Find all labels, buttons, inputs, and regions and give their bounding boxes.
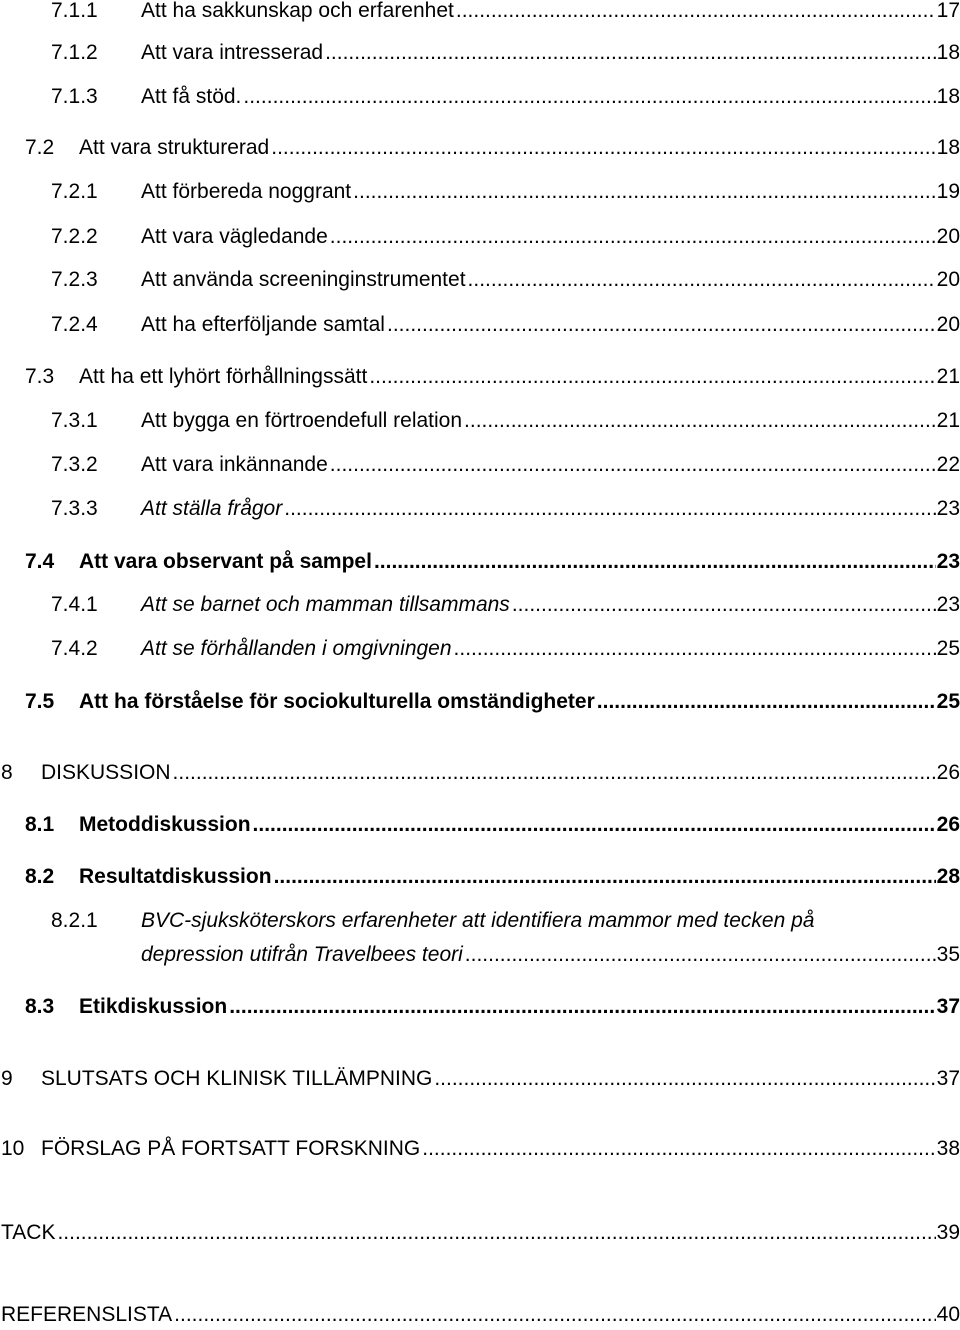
toc-leader-dots <box>374 547 936 577</box>
toc-entry-title: Etikdiskussion <box>79 995 228 1018</box>
toc-entry-title: Att ha sakkunskap och erfarenhet <box>141 0 454 22</box>
toc-entry-title: Att vara inkännande <box>141 453 328 476</box>
toc-entry[interactable] <box>0 406 960 436</box>
toc-entry[interactable] <box>0 1134 960 1164</box>
toc-leader-dots <box>369 362 935 392</box>
toc-entry-page: 17 <box>936 0 960 22</box>
toc-leader-dots <box>271 133 935 163</box>
toc-entry-title: Att bygga en förtroendefull relation <box>141 409 463 432</box>
toc-entry-page: 22 <box>936 453 960 476</box>
toc-entry-title: Metoddiskussion <box>79 813 251 836</box>
toc-entry-number: 8 <box>1 761 13 784</box>
toc-entry-number: 7.2.3 <box>51 268 98 291</box>
toc-entry[interactable] <box>0 82 960 112</box>
toc-entry-page: 21 <box>936 365 960 388</box>
toc-entry-page: 23 <box>936 550 960 573</box>
toc-entry[interactable] <box>0 1064 960 1094</box>
toc-entry[interactable] <box>0 590 960 620</box>
toc-entry-page: 28 <box>936 865 960 888</box>
toc-entry-title: SLUTSATS OCH KLINISK TILLÄMPNING <box>41 1067 433 1090</box>
toc-leader-dots <box>464 406 936 436</box>
toc-entry-number: 7.2 <box>25 136 55 159</box>
toc-entry-title: Resultatdiskussion <box>79 865 272 888</box>
toc-entry[interactable] <box>0 1300 960 1330</box>
toc-entry-number: 7.4 <box>25 550 55 573</box>
toc-leader-dots <box>512 590 936 620</box>
toc-entry-title: DISKUSSION <box>41 761 171 784</box>
toc-entry[interactable] <box>0 38 960 68</box>
toc-entry-title: Att se förhållanden i omgivningen <box>141 637 452 660</box>
toc-entry-page: 20 <box>936 268 960 291</box>
toc-entry[interactable] <box>0 634 960 664</box>
toc-leader-dots <box>330 450 936 480</box>
toc-entry-title: Att förbereda noggrant <box>141 180 352 203</box>
toc-entry-title: Att ha efterföljande samtal <box>141 313 385 336</box>
toc-leader-dots <box>597 687 936 717</box>
toc-entry-continuation[interactable] <box>0 940 960 970</box>
toc-entry-title: Att vara observant på sampel <box>79 550 372 573</box>
toc-leader-dots <box>422 1134 935 1164</box>
toc-leader-dots <box>434 1064 935 1094</box>
toc-entry-number: 7.2.2 <box>51 225 98 248</box>
toc-entry-page: 20 <box>936 225 960 248</box>
toc-leader-dots <box>284 494 935 524</box>
toc-entry-number: 7.4.2 <box>51 637 98 660</box>
toc-leader-dots <box>274 862 936 892</box>
toc-entry-title: Att ställa frågor <box>141 497 283 520</box>
toc-entry-page: 18 <box>936 85 960 108</box>
toc-entry[interactable] <box>0 862 960 892</box>
toc-entry-title: Att vara intresserad <box>141 41 324 64</box>
toc-entry-page: 18 <box>936 136 960 159</box>
toc-entry-title: TACK <box>1 1221 56 1244</box>
toc-leader-dots <box>468 265 936 295</box>
toc-entry-number: 8.2.1 <box>51 909 98 932</box>
toc-entry-number: 7.2.4 <box>51 313 98 336</box>
toc-leader-dots <box>229 992 935 1022</box>
toc-entry-number: 7.1.3 <box>51 85 98 108</box>
toc-leader-dots <box>465 940 936 970</box>
toc-entry-page: 40 <box>936 1303 960 1326</box>
toc-entry-page: 39 <box>936 1221 960 1244</box>
toc-leader-dots <box>173 758 936 788</box>
toc-entry-title: Att ha förståelse för sociokulturella omständigheter <box>79 690 595 713</box>
toc-entry[interactable] <box>0 494 960 524</box>
toc-entry-number: 7.3.1 <box>51 409 98 432</box>
toc-leader-dots <box>330 222 936 252</box>
toc-entry-number: 7.3.2 <box>51 453 98 476</box>
toc-entry-number: 7.5 <box>25 690 55 713</box>
toc-entry-title: REFERENSLISTA <box>1 1303 173 1326</box>
toc-entry-page: 25 <box>936 637 960 660</box>
toc-entry[interactable] <box>0 310 960 340</box>
toc-entry[interactable] <box>0 133 960 163</box>
toc-entry-page: 37 <box>936 995 960 1018</box>
toc-leader-dots <box>57 1218 935 1248</box>
toc-entry[interactable] <box>0 547 960 577</box>
toc-entry[interactable] <box>0 177 960 207</box>
toc-entry-number: 7.3.3 <box>51 497 98 520</box>
toc-entry-page: 23 <box>936 497 960 520</box>
toc-leader-dots <box>243 82 935 112</box>
toc-leader-dots <box>456 0 936 26</box>
toc-entry[interactable] <box>0 1218 960 1248</box>
toc-entry-number: 8.2 <box>25 865 55 888</box>
toc-entry-title: Att vara strukturerad <box>79 136 270 159</box>
toc-entry-number: 7.1.1 <box>51 0 98 22</box>
toc-entry[interactable] <box>0 265 960 295</box>
toc-entry[interactable] <box>0 0 960 26</box>
toc-entry-number: 8.3 <box>25 995 55 1018</box>
toc-entry-title: FÖRSLAG PÅ FORTSATT FORSKNING <box>41 1137 421 1160</box>
toc-entry[interactable] <box>0 906 960 936</box>
toc-leader-dots <box>325 38 936 68</box>
toc-entry-page: 20 <box>936 313 960 336</box>
toc-entry[interactable] <box>0 362 960 392</box>
toc-entry-number: 10 <box>1 1137 25 1160</box>
toc-leader-dots <box>253 810 936 840</box>
toc-entry-page: 38 <box>936 1137 960 1160</box>
toc-entry-title: Att få stöd. <box>141 85 242 108</box>
toc-leader-dots <box>387 310 936 340</box>
toc-entry-number: 7.4.1 <box>51 593 98 616</box>
toc-entry[interactable] <box>0 687 960 717</box>
toc-entry-title: Att vara vägledande <box>141 225 328 248</box>
toc-entry-page: 23 <box>936 593 960 616</box>
toc-leader-dots <box>174 1300 935 1330</box>
toc-entry[interactable] <box>0 758 960 788</box>
toc-entry-page: 35 <box>936 943 960 966</box>
toc-entry-number: 9 <box>1 1067 13 1090</box>
toc-entry-number: 7.1.2 <box>51 41 98 64</box>
toc-entry-title: Att ha ett lyhört förhållningssätt <box>79 365 368 388</box>
toc-entry-number: 8.1 <box>25 813 55 836</box>
toc-entry-page: 26 <box>936 813 960 836</box>
toc-entry-page: 21 <box>936 409 960 432</box>
toc-entry-page: 19 <box>936 180 960 203</box>
toc-entry[interactable] <box>0 222 960 252</box>
toc-entry-page: 18 <box>936 41 960 64</box>
toc-entry[interactable] <box>0 450 960 480</box>
toc-entry-number: 7.3 <box>25 365 55 388</box>
toc-leader-dots <box>454 634 936 664</box>
toc-entry-page: 37 <box>936 1067 960 1090</box>
toc-leader-dots <box>353 177 935 207</box>
toc-entry-page: 26 <box>936 761 960 784</box>
toc-entry-title: Att använda screeninginstrumentet <box>141 268 466 291</box>
toc-entry-title: BVC-sjuksköterskors erfarenheter att identifiera mammor med tecken på <box>141 909 815 932</box>
toc-entry-page: 25 <box>936 690 960 713</box>
toc-entry[interactable] <box>0 992 960 1022</box>
toc-entry-number: 7.2.1 <box>51 180 98 203</box>
toc-entry-title-continuation: depression utifrån Travelbees teori <box>141 943 463 966</box>
toc-entry[interactable] <box>0 810 960 840</box>
toc-entry-title: Att se barnet och mamman tillsammans <box>141 593 510 616</box>
